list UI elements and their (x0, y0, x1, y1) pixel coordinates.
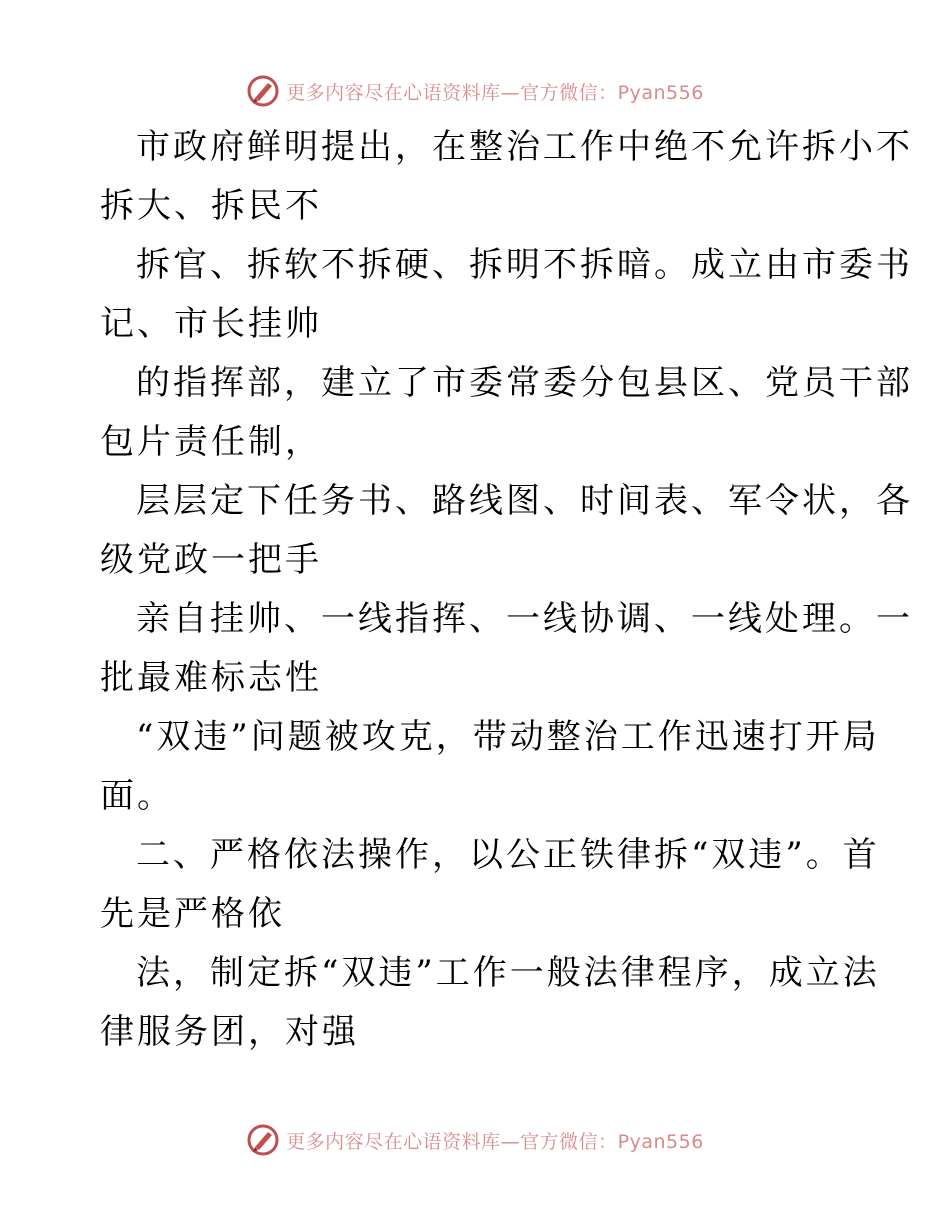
text-line: 拆大、拆民不 (100, 186, 322, 226)
text-line: 面。 (100, 776, 174, 816)
text-line: 法，制定拆“双违”工作一般法律程序，成立法 (136, 953, 880, 993)
text-line: 亲自挂帅、一线指挥、一线协调、一线处理。一 (136, 599, 913, 639)
text-line: 先是严格依 (100, 894, 285, 934)
header-watermark (0, 71, 950, 111)
text-line: 律服务团，对强 (100, 1012, 359, 1052)
pen-seal-icon (246, 74, 280, 108)
pen-seal-icon (246, 1123, 280, 1157)
text-line: 市政府鲜明提出，在整治工作中绝不允许拆小不 (136, 127, 913, 167)
text-line: 包片责任制， (100, 422, 322, 462)
text-line: “双违”问题被攻克，带动整治工作迅速打开局 (136, 717, 880, 757)
text-line: 拆官、拆软不拆硬、拆明不拆暗。成立由市委书 (136, 245, 913, 285)
document-body (100, 118, 913, 1062)
watermark-text: 更多内容尽在心语资料库—官方微信：Pyan556 (286, 1130, 704, 1153)
watermark-text: 更多内容尽在心语资料库—官方微信：Pyan556 (286, 81, 704, 104)
text-line: 的指挥部，建立了市委常委分包县区、党员干部 (136, 363, 913, 403)
footer-watermark (0, 1120, 950, 1160)
text-line: 级党政一把手 (100, 540, 322, 580)
text-line: 二、严格依法操作，以公正铁律拆“双违”。首 (136, 835, 880, 875)
text-line: 批最难标志性 (100, 658, 322, 698)
text-line: 层层定下任务书、路线图、时间表、军令状，各 (136, 481, 913, 521)
text-line: 记、市长挂帅 (100, 304, 322, 344)
